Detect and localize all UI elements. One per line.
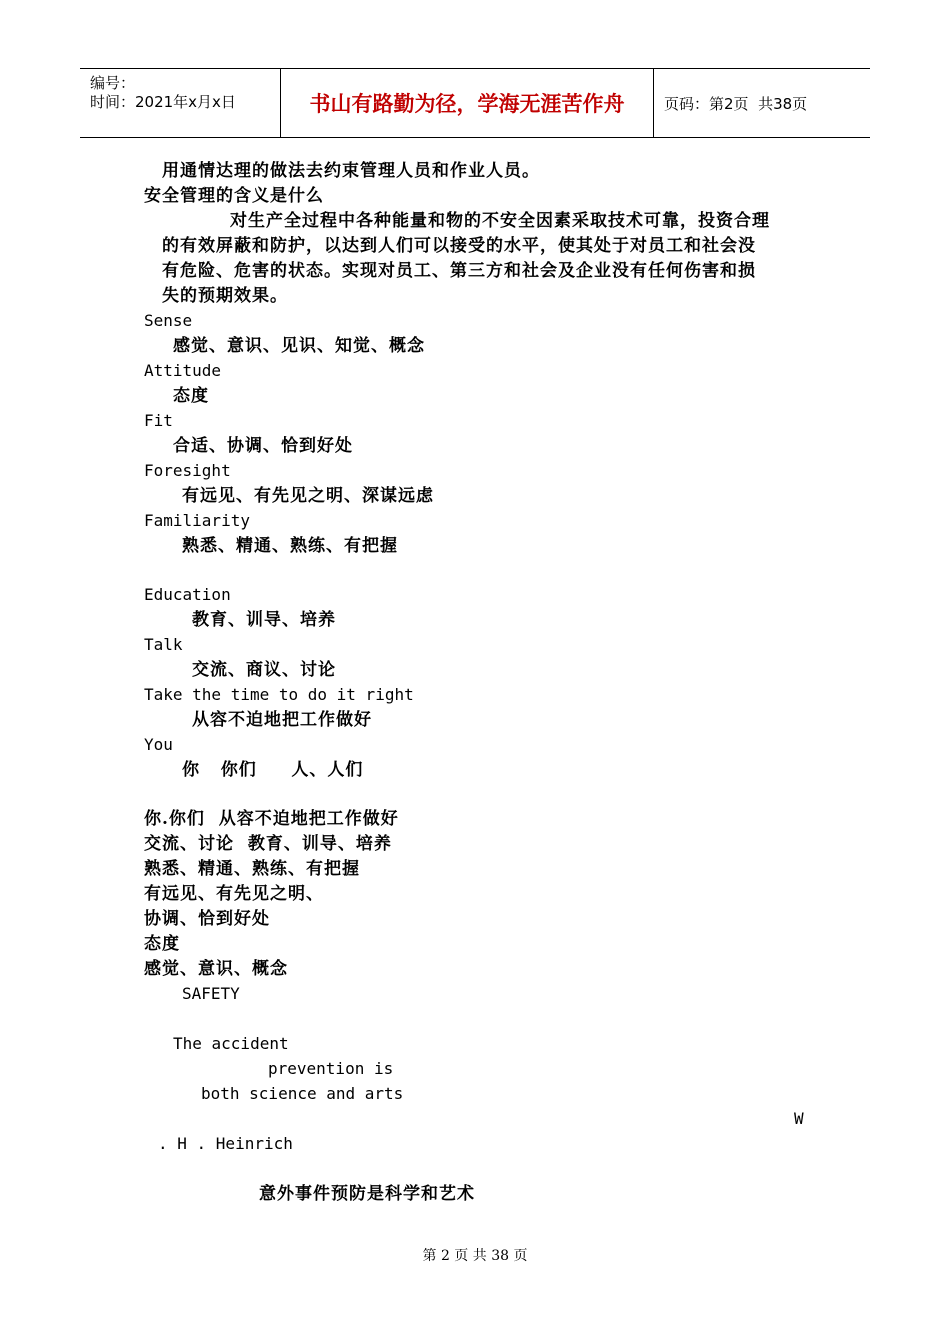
header-page-info-cell bbox=[654, 69, 870, 137]
paragraph-line-3: 有危险、危害的状态。实现对员工、第三方和社会及企业没有任何伤害和损 bbox=[162, 261, 756, 281]
header-page-info: 页码：第2页 共38页 bbox=[664, 94, 808, 113]
term-cn: 从容不迫地把工作做好 bbox=[192, 710, 372, 730]
page-footer: 第 2 页 共 38 页 bbox=[422, 1248, 528, 1264]
summary-line: 感觉、意识、概念 bbox=[144, 959, 288, 979]
header-motto: 书山有路勤为径，学海无涯苦作舟 bbox=[281, 69, 654, 137]
term-cn: 教育、训导、培养 bbox=[192, 610, 336, 630]
summary-line: 协调、恰到好处 bbox=[144, 909, 270, 929]
term-en: Take the time to do it right bbox=[144, 685, 414, 704]
term-cn: 有远见、有先见之明、深谋远虑 bbox=[182, 486, 434, 506]
quote-line-1: The accident bbox=[173, 1034, 289, 1053]
term-en: Familiarity bbox=[144, 511, 250, 530]
term-en: Talk bbox=[144, 635, 183, 654]
summary-line: 交流、讨论 教育、训导、培养 bbox=[144, 834, 392, 854]
term-en: Attitude bbox=[144, 361, 222, 380]
term-cn: 感觉、意识、见识、知觉、概念 bbox=[173, 336, 425, 356]
page-header bbox=[80, 68, 870, 138]
term-cn: 你 你们 人、人们 bbox=[182, 760, 364, 780]
quote-line-3: both science and arts bbox=[201, 1084, 404, 1103]
section-question: 安全管理的含义是什么 bbox=[144, 186, 324, 206]
paragraph-line-4: 失的预期效果。 bbox=[162, 286, 288, 306]
term-en: Fit bbox=[144, 411, 173, 430]
intro-line: 用通情达理的做法去约束管理人员和作业人员。 bbox=[162, 161, 540, 181]
term-cn: 态度 bbox=[173, 386, 209, 406]
quote-line-2: prevention is bbox=[268, 1059, 394, 1078]
paragraph-line-2: 的有效屏蔽和防护，以达到人们可以接受的水平，使其处于对员工和社会没 bbox=[162, 236, 756, 256]
paragraph-line-1: 对生产全过程中各种能量和物的不安全因素采取技术可靠，投资合理 bbox=[230, 211, 770, 231]
safety-word: SAFETY bbox=[182, 984, 240, 1003]
summary-line: 有远见、有先见之明、 bbox=[144, 884, 324, 904]
term-cn: 熟悉、精通、熟练、有把握 bbox=[182, 536, 398, 556]
author-initial: W bbox=[794, 1109, 804, 1128]
term-en: You bbox=[144, 735, 173, 754]
quote-translation: 意外事件预防是科学和艺术 bbox=[259, 1184, 475, 1204]
term-cn: 合适、协调、恰到好处 bbox=[173, 436, 353, 456]
author-name: . H . Heinrich bbox=[158, 1134, 293, 1153]
term-en: Foresight bbox=[144, 461, 231, 480]
term-en: Education bbox=[144, 585, 231, 604]
summary-line: 你.你们 从容不迫地把工作做好 bbox=[144, 809, 399, 829]
date-label: 时间：2021年x月x日 bbox=[90, 93, 236, 111]
number-label: 编号： bbox=[90, 74, 136, 92]
term-cn: 交流、商议、讨论 bbox=[192, 660, 336, 680]
summary-line: 态度 bbox=[144, 934, 180, 954]
header-meta-cell bbox=[80, 69, 281, 137]
term-en: Sense bbox=[144, 311, 193, 330]
summary-line: 熟悉、精通、熟练、有把握 bbox=[144, 859, 360, 879]
